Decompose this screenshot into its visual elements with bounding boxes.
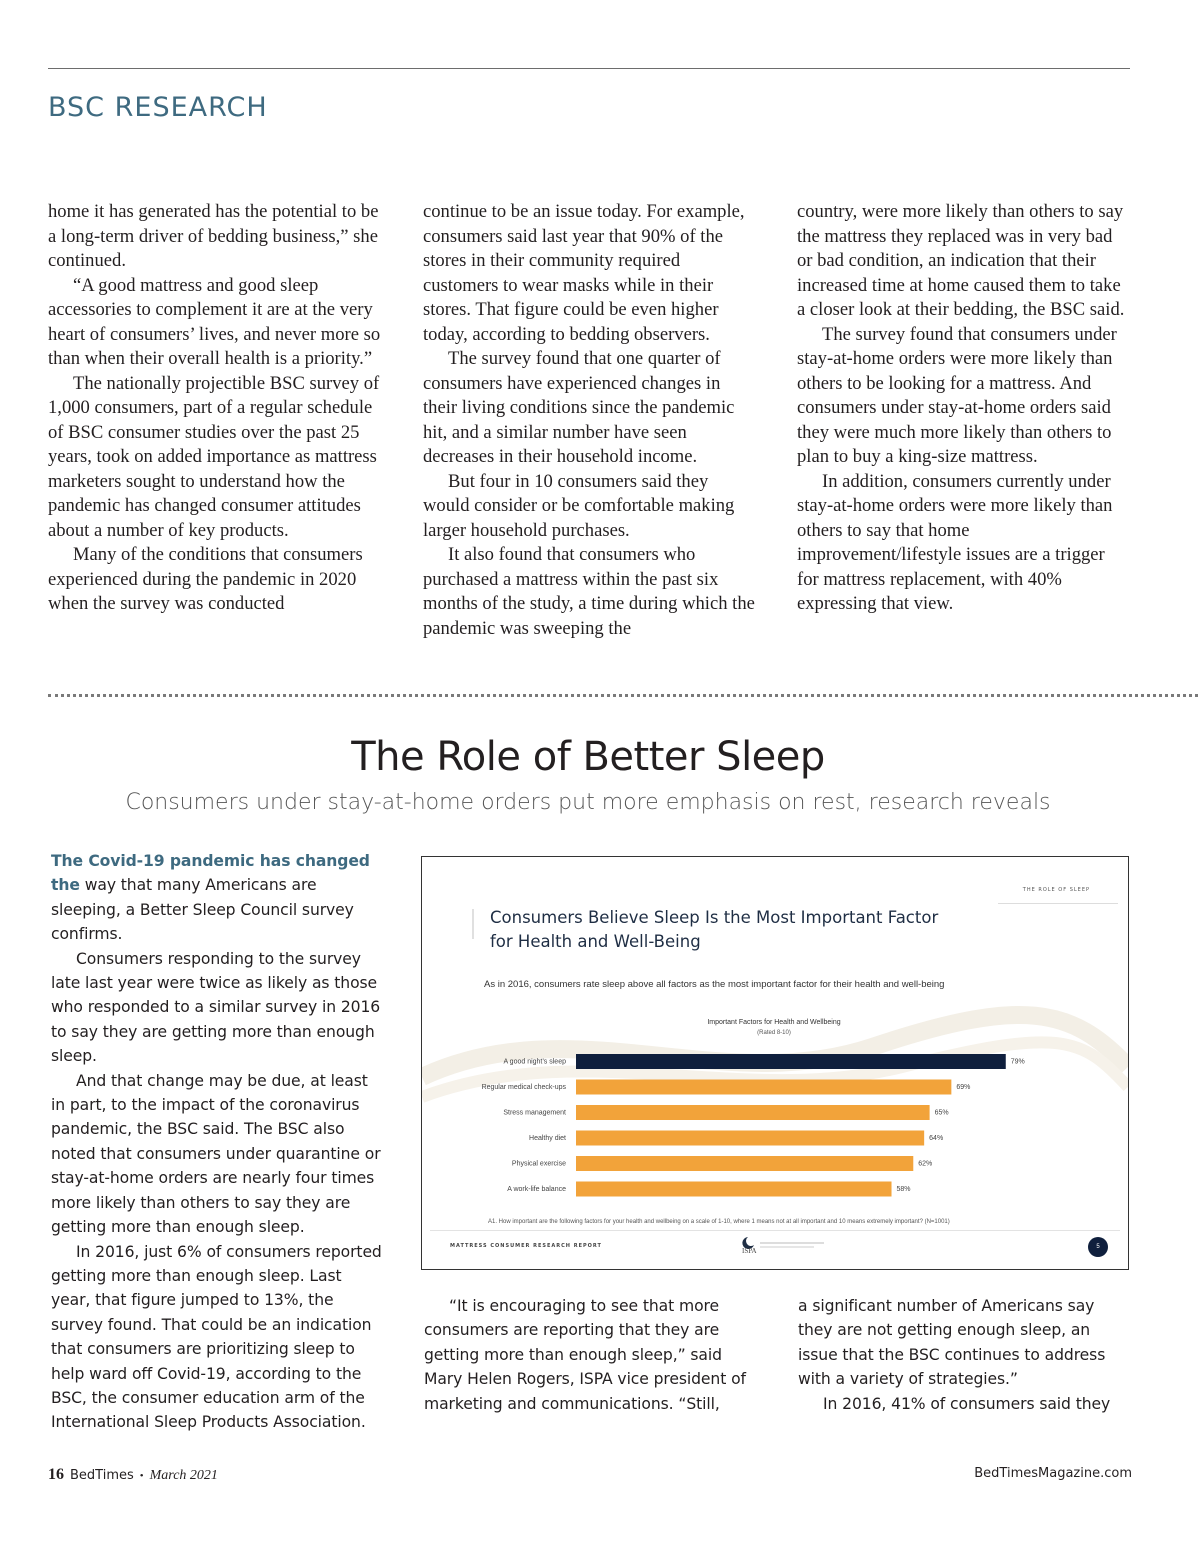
paragraph: Many of the conditions that consumers experienced during the pandemic in 2020 when the survey was conducted: [48, 544, 363, 614]
survey-figure: [421, 856, 1129, 1270]
website-url: BedTimesMagazine.com: [974, 1466, 1132, 1481]
article-lede: The Covid-19 pandemic has changed the: [51, 852, 370, 895]
figure-tag-rule: [998, 903, 1118, 904]
figure-footer-rule: [430, 1230, 1120, 1231]
chart-title: Important Factors for Health and Wellbeing: [707, 1019, 841, 1026]
figure-title-accent: [472, 909, 474, 939]
bar-value-label: 69%: [956, 1084, 971, 1091]
bar-chart: [422, 1012, 1128, 1212]
article-column-1: [51, 849, 383, 1435]
bar: [576, 1182, 892, 1197]
figure-footnote: A1. How important are the following factors for your health and wellbeing on a scale of 1-10, where 1 means not at all important and 10 means extremely important? (N=1001): [488, 1219, 950, 1225]
paragraph: In addition, consumers currently under stay-at-home orders were more likely than others to say that home improvement/lifestyle issues are a trigger for mattress replacement, with 40% expressing that view.: [797, 470, 1113, 614]
paragraph: home it has generated has the potential to be a long-term driver of bedding business,” she continued.: [48, 201, 379, 271]
paragraph: “A good mattress and good sleep accessories to complement it are at the very heart of consumers’ lives, and never more so than when their overall health is a priority.”: [48, 274, 381, 369]
bar-value-label: 79%: [1010, 1058, 1025, 1066]
bar: [576, 1080, 951, 1095]
figure-subtitle: As in 2016, consumers rate sleep above all factors as the most important factor for their health and well-being: [484, 979, 945, 990]
report-label: MATTRESS CONSUMER RESEARCH REPORT: [450, 1243, 602, 1249]
bar-category-label: A work-life balance: [507, 1186, 566, 1193]
figure-title: Consumers Believe Sleep Is the Most Important Factor for Health and Well-Being: [490, 908, 939, 951]
chart-subtitle: (Rated 8-10): [757, 1030, 791, 1036]
bar: [576, 1054, 1006, 1069]
top-rule: [48, 68, 1130, 69]
article-column-2: [424, 1294, 760, 1416]
figure-page-number: 5: [1088, 1237, 1108, 1257]
paragraph: “It is encouraging to see that more consumers are reporting that they are getting more than enough sleep,” said Mary Helen Rogers, ISPA vice president of marketing and communications. “Still,: [424, 1297, 746, 1413]
bar-value-label: 65%: [934, 1109, 949, 1117]
top-article-column-3: [797, 200, 1130, 617]
figure-tag: THE ROLE OF SLEEP: [1022, 887, 1090, 893]
paragraph: The survey found that consumers under stay-at-home orders were more likely than others to be looking for a mattress. And consumers under stay-at-home orders said they were much more likely than others to plan to buy a king-size mattress.: [797, 323, 1117, 467]
paragraph: But four in 10 consumers said they would consider or be comfortable making larger household purchases.: [423, 470, 735, 541]
bar-value-label: 58%: [896, 1186, 911, 1193]
article-subtitle: Consumers under stay-at-home orders put more emphasis on rest, research reveals: [125, 790, 1051, 815]
paragraph: country, were more likely than others to say the mattress they replaced was in very bad or bad condition, an indication that their increased time at home caused them to take a closer look at their bedding, the BSC said.: [797, 201, 1125, 320]
paragraph: Consumers responding to the survey late last year were twice as likely as those who responded to a similar survey in 2016 to say they are getting more than enough sleep.: [51, 949, 381, 1066]
magazine-name: BedTimes: [70, 1468, 134, 1483]
bar-category-label: Stress management: [503, 1109, 566, 1117]
bar-category-label: A good night’s sleep: [503, 1058, 566, 1066]
paragraph: The survey found that one quarter of consumers have experienced changes in their living conditions since the pandemic hit, and a similar number have seen decreases in their household income.: [423, 348, 735, 467]
article-column-3: [798, 1294, 1130, 1416]
bar: [576, 1105, 930, 1120]
paragraph: In 2016, just 6% of consumers reported getting more than enough sleep. Last year, that figure jumped to 13%, the survey found. That could be an indication that consumers are prioritizing sleep to help ward off Covid-19, according to the BSC, the consumer education arm of the International Sleep Products Association.: [51, 1242, 382, 1432]
paragraph: The nationally projectible BSC survey of 1,000 consumers, part of a regular schedule of BSC consumer studies over the past 25 years, took on added importance as mattress marketers sought to understand how the pandemic has changed consumer attitudes about a number of key products.: [48, 372, 380, 541]
top-article-column-2: [423, 200, 759, 641]
paragraph: In 2016, 41% of consumers said they: [823, 1394, 1111, 1413]
article-title: The Role of Better Sleep: [351, 734, 825, 780]
footer-left: [48, 1466, 218, 1484]
paragraph: It also found that consumers who purchased a mattress within the past six months of the study, a time during which the pandemic was sweeping the: [423, 544, 755, 639]
paragraph: way that many Americans are sleeping, a Better Sleep Council survey confirms.: [51, 876, 354, 944]
bar-value-label: 64%: [929, 1135, 944, 1142]
bar-category-label: Physical exercise: [511, 1160, 566, 1168]
paragraph: And that change may be due, at least in part, to the impact of the coronavirus pandemic, the BSC said. The BSC also noted that consumers under quarantine or stay-at-home orders are nearly four times more likely than others to say they are getting more than enough sleep.: [51, 1071, 381, 1237]
bar-value-label: 62%: [918, 1160, 933, 1168]
paragraph: continue to be an issue today. For example, consumers said last year that 90% of the stores in their community required customers to wear masks while in their stores. That figure could be even higher today, according to bedding observers.: [423, 201, 745, 345]
bar-category-label: Healthy diet: [529, 1135, 566, 1142]
footer-separator: •: [139, 1470, 144, 1482]
top-article-column-1: [48, 200, 384, 617]
bar: [576, 1131, 924, 1146]
page-number: 16: [48, 1466, 64, 1483]
logo-text: ISPA: [742, 1247, 757, 1255]
bar-category-label: Regular medical check-ups: [481, 1084, 566, 1091]
paragraph: a significant number of Americans say they are not getting enough sleep, an issue that the BSC continues to address with a variety of strategies.”: [798, 1297, 1106, 1389]
section-header: BSC RESEARCH: [48, 92, 268, 123]
issue-date: March 2021: [149, 1468, 218, 1483]
bar: [576, 1156, 913, 1171]
dotted-divider: [48, 694, 1198, 697]
